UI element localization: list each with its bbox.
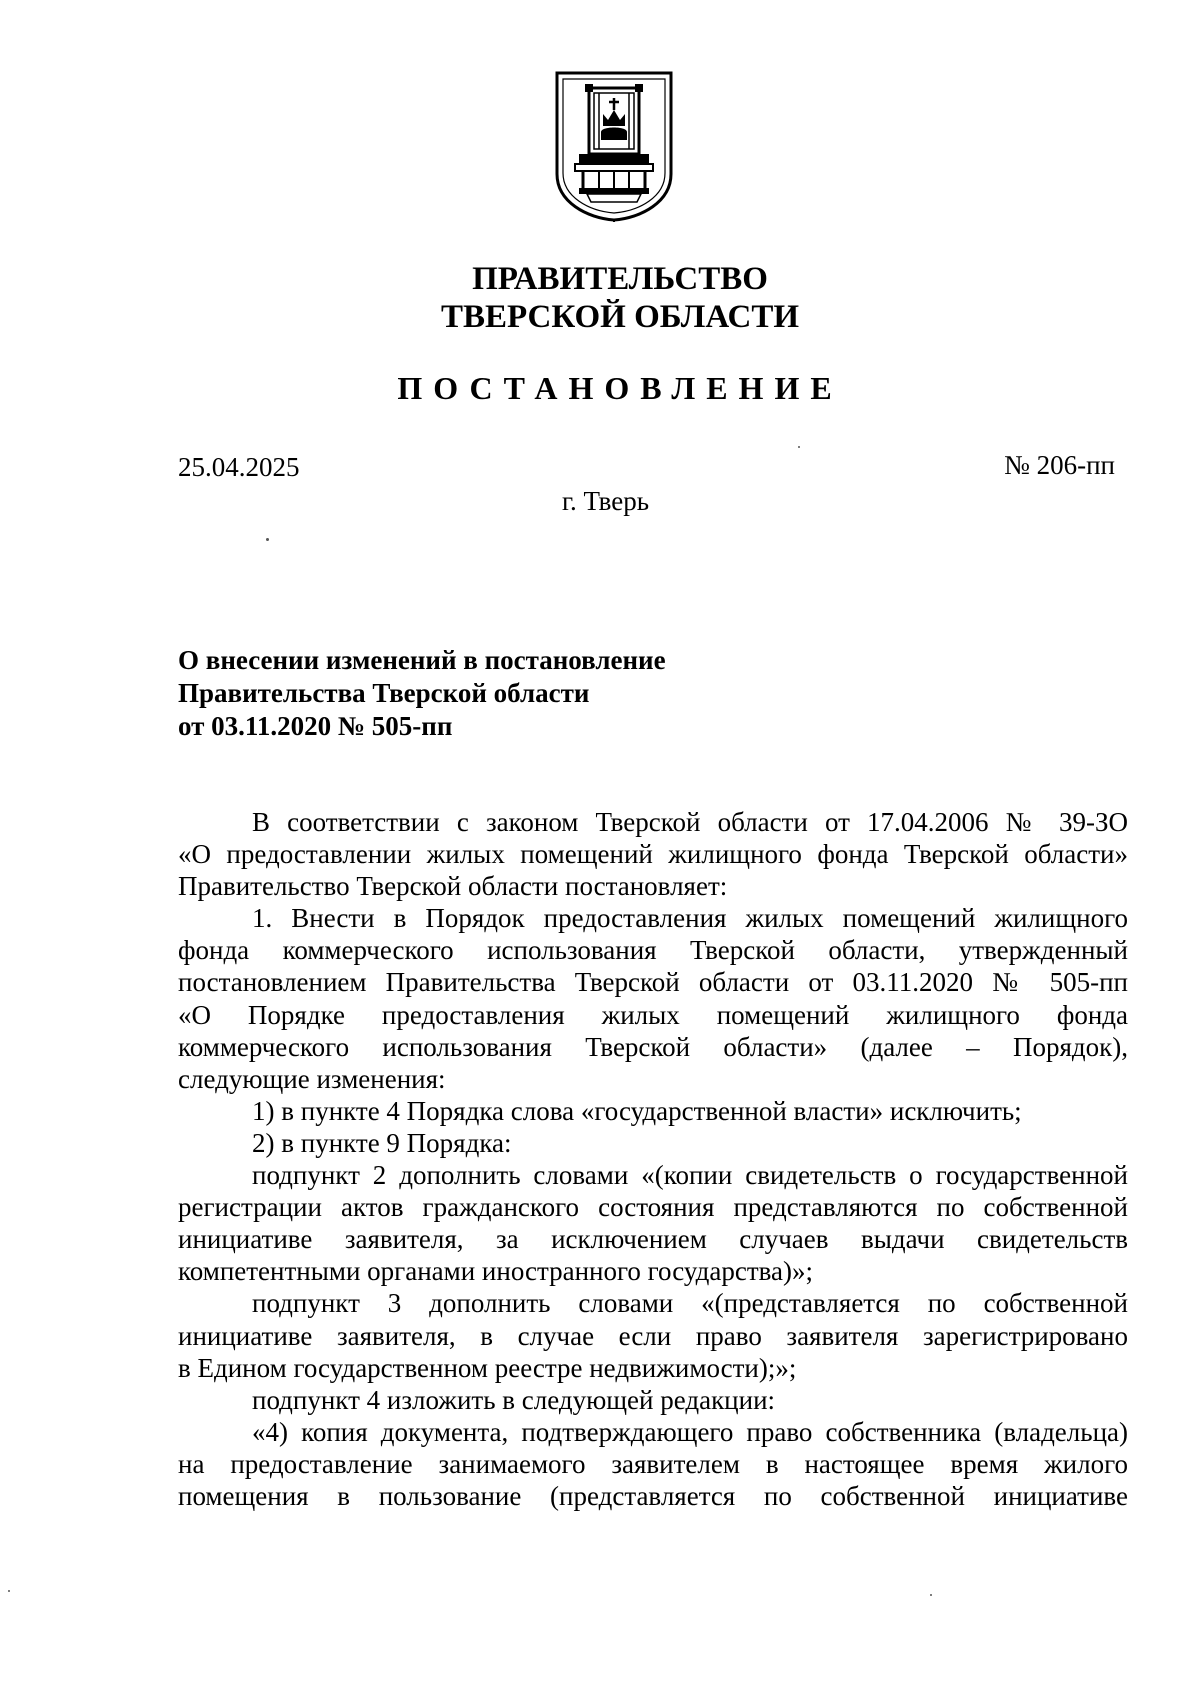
subject-line: О внесении изменений в постановление [178,645,666,675]
body-line: «О Порядке предоставления жилых помещений жилищного фонда [178,999,1128,1030]
body-line: 1. Внести в Порядок предоставления жилых помещений жилищного [252,903,1128,934]
body-line: фонда коммерческого использования Тверской области, утвержденный [178,935,1128,966]
body-line: помещения в пользование (представляется по собственной инициативе [178,1480,1128,1511]
body-line: «4) копия документа, подтверждающего право собственника (владельца) [252,1416,1128,1447]
body-line: постановлением Правительства Тверской области от 03.11.2020 № 505-пп [178,967,1128,998]
body-line: подпункт 3 дополнить словами «(представляется по собственной [252,1288,1128,1319]
document-city: г. Тверь [562,486,650,516]
document-subject [178,644,666,743]
subject-line: от 03.11.2020 № 505-пп [178,711,453,741]
body-line: 2) в пункте 9 Порядка: [252,1127,512,1158]
document-date: 25.04.2025 [178,452,300,482]
scan-speck [8,1590,10,1592]
document-number: № 206-пп [1004,450,1115,480]
body-line: коммерческого использования Тверской области» (далее – Порядок), [178,1031,1128,1062]
body-line: подпункт 4 изложить в следующей редакции: [252,1384,776,1415]
body-line: инициативе заявителя, в случае если право заявителя зарегистрировано [178,1320,1128,1351]
tver-coat-of-arms-icon [553,70,675,222]
body-line: инициативе заявителя, за исключением случаев выдачи свидетельств [178,1224,1128,1255]
body-line: 1) в пункте 4 Порядка слова «государственной власти» исключить; [252,1095,1022,1126]
body-line: «О предоставлении жилых помещений жилищного фонда Тверской области» [178,839,1128,870]
body-line: на предоставление занимаемого заявителем в настоящее время жилого [178,1448,1128,1479]
body-line: Правительство Тверской области постановляет: [178,871,728,902]
scan-speck [798,446,800,448]
document-body [178,806,1128,1512]
org-line-2: ТВЕРСКОЙ ОБЛАСТИ [440,299,800,335]
document-type: ПОСТАНОВЛЕНИЕ [397,370,843,406]
body-line: В соответствии с законом Тверской области от 17.04.2006 № 39-ЗО [252,807,1128,837]
body-line: подпункт 2 дополнить словами «(копии свидетельств о государственной [252,1160,1128,1191]
body-line: компетентными органами иностранного государства)»; [178,1256,814,1287]
body-line: следующие изменения: [178,1063,446,1094]
body-line: регистрации актов гражданского состояния представляются по собственной [178,1192,1128,1223]
body-line: в Едином государственном реестре недвижимости);»; [178,1352,797,1383]
scan-speck [930,1594,932,1596]
org-line-1: ПРАВИТЕЛЬСТВО [472,261,768,297]
organization-name [0,260,1200,336]
scan-speck [266,538,269,541]
subject-line: Правительства Тверской области [178,678,590,708]
